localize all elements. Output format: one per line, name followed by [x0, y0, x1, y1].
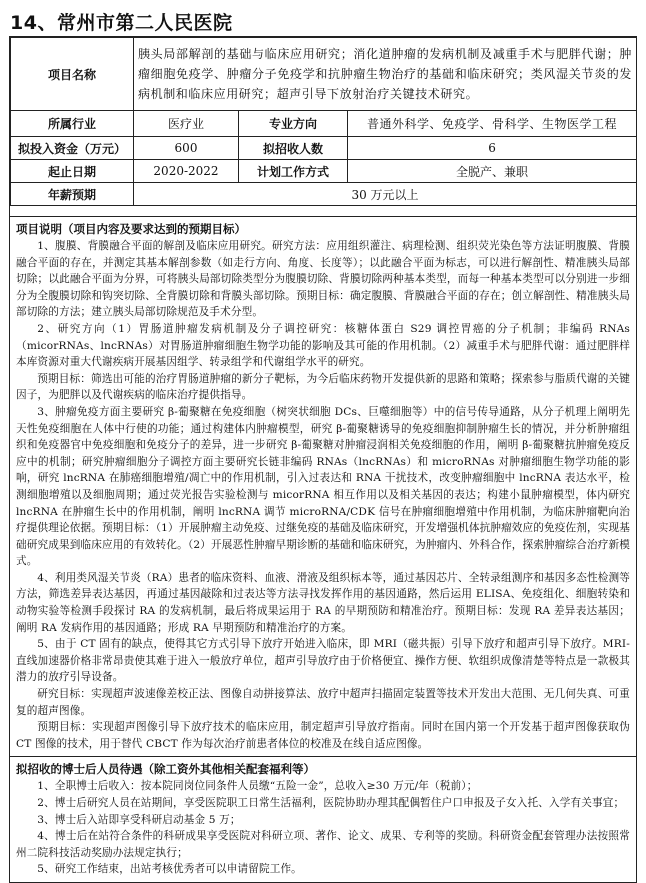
description-paragraph: 预期目标：实现超声图像引导下放疗技术的临床应用，制定超声引导放疗指南。同时在国内第一个开发基于超声图像获取伪 CT 图像的技术，用于替代 CBCT 作为每次治疗前患者体位的校准及在线自适应图像。 [16, 721, 630, 750]
funds-label: 拟投入资金（万元） [11, 137, 134, 160]
salary-label: 年薪预期 [11, 183, 134, 206]
description-paragraph: 2、研究方向（1）胃肠道肿瘤发病机制及分子调控研究：核糖体蛋白 S29 调控胃癌的分子机制；非编码 RNAs（micorRNAs、lncRNAs）对胃肠道肿瘤细胞生物学功能的影响及其可能的作用机制。（2）减重手术与肥胖代谢：通过肥胖样本库资源对重大代谢疾病开展基因组学、转录组学和代谢组学水平的研究。 [16, 322, 630, 369]
description-paragraph: 3、肿瘤免疫方面主要研究 β-葡聚糖在免疫细胞（树突状细胞 DCs、巨噬细胞等）中的信号传导通路，从分子机理上阐明先天性免疫细胞在人体中行使的功能；通过构建体内肿瘤模型，研究 β-葡聚糖诱导的免疫细胞抑制肿瘤生长的情况，并分析肿瘤组织和免疫器官中免疫细胞和免疫分子的差异，进一步研究 β-葡聚糖对肿瘤浸润相关免疫细胞的作用，阐明 β-葡聚糖抗肿瘤免疫反应中的机制；研究肿瘤细胞分子调控方面主要研究长链非编码 RNAs（lncRNAs）和 microRNAs 对肿瘤细胞生物学功能的影响，研究 lncRNA 在肺癌细胞增殖/凋亡中的作用机制，引入过表达和 RNA 干扰技术，改变肿瘤细胞中 lncRNA 表达水平，检测细胞增殖以及细胞周期；通过荧光报告实验检测与 micorRNA 相互作用以及相关基因的表达；构建小鼠肿瘤模型，体内研究 lncRNA 在肿瘤生长中的作用机制，阐明 lncRNA 调节 microRNA/CDK 信号在肿瘤细胞增殖中作用机制，为临床肿瘤靶向治疗提供理论依据。预期目标：（1）开展肿瘤主动免疫、过继免疫的基础及临床研究，开发增强机体抗肿瘤效应的免疫佐剂，实现基础研究成果到临床应用的有效转化。（2）开展恶性肿瘤早期诊断的基础和临床研究，为肿瘤内、外科合作，探索肿瘤综合治疗新模式。 [16, 405, 630, 568]
recruit-value: 6 [348, 137, 637, 160]
description-paragraph: 1、腹膜、背膜融合平面的解剖及临床应用研究。研究方法：应用组织灌注、病理检测、组织荧光染色等方法证明腹膜、背膜融合平面的存在，并测定其基本解剖参数（如走行方向、角度、长度等）；以此融合平面为标志，可以进行解剖性、精准胰头局部切除；以此融合平面为分界，可将胰头局部切除类型分为腹膜切除、背膜切除两种基本类型，而每一种基本类型可以分别进一步细分为全腹膜切除和钩突切除、全背膜切除和背膜头部切除。预期目标：确定腹膜、背膜融合平面的存在；创立解剖性、精准胰头局部切除的方法；建立胰头局部切除规范及手术分型。 [16, 240, 630, 319]
funds-value: 600 [134, 137, 239, 160]
row-dates [11, 160, 637, 183]
direction-value: 普通外科学、免疫学、骨科学、生物医学工程 [348, 111, 637, 137]
spacer [10, 206, 636, 216]
row-industry [11, 111, 637, 137]
benefits-paragraph: 1、全职博士后收入：按本院同岗位同条件人员缴“五险一金”，总收入≥30 万元/年（税前）； [37, 780, 478, 793]
benefits-paragraph: 5、研究工作结束，出站考核优秀者可以申请留院工作。 [37, 863, 302, 876]
benefits-title: 拟招收的博士后人员待遇（除工资外其他相关配套福利等） [16, 762, 315, 777]
direction-label: 专业方向 [239, 111, 348, 137]
worktype-value: 全脱产、兼职 [348, 160, 637, 183]
description-paragraph: 研究目标：实现超声波速像差校正法、图像自动拼接算法、放疗中超声扫描固定装置等技术开发出大范围、无几何失真、可重复的超声图像。 [16, 688, 630, 717]
description-paragraph: 预期目标：筛选出可能的治疗胃肠道肿瘤的新分子靶标，为今后临床药物开发提供新的思路和策略；探索参与脂质代谢的关键因子，为肥胖以及代谢疾病的临床治疗提供指导。 [16, 372, 630, 402]
project-name-label: 项目名称 [11, 38, 134, 111]
benefits-paragraph: 4、博士后在站符合条件的科研成果享受医院对科研立项、著作、论文、成果、专利等的奖励。科研资金配套管理办法按照常州二院科技活动奖励办法规定执行； [16, 830, 630, 859]
row-funds [11, 137, 637, 160]
worktype-label: 计划工作方式 [239, 160, 348, 183]
benefits-paragraph: 3、博士后入站即享受科研启动基金 5 万； [37, 813, 241, 826]
dates-value: 2020-2022 [134, 160, 239, 183]
description-paragraph: 4、利用类风湿关节炎（RA）患者的临床资料、血液、滑液及组织标本等，通过基因芯片、全转录组测序和基因多态性检测等方法，筛选差异表达基因，再通过基因敲除和过表达等方法寻找发挥作用的基因通路，然后运用 ELISA、免疫组化、细胞转染和动物实验等检测手段探讨 RA 的发病机制，最后将成果运用于 RA 的早期预防和精准治疗。预期目标：发现 RA 差异表达基因；阐明 RA 发病作用的基因通路；形成 RA 早期预防和精准治疗的方案。 [16, 571, 630, 634]
industry-label: 所属行业 [11, 111, 134, 137]
project-sheet [9, 36, 637, 883]
benefits-paragraph: 2、博士后研究人员在站期间，享受医院职工日常生活福利，医院协助办理其配偶暂住户口申报及子女入托、入学有关事宜； [37, 797, 625, 809]
row-salary [11, 183, 637, 206]
row-project-name [11, 38, 637, 111]
project-name-value: 胰头局部解剖的基础与临床应用研究；消化道肿瘤的发病机制及减重手术与肥胖代谢；肿瘤细胞免疫学、肿瘤分子免疫学和抗肿瘤生物治疗的基础和临床研究；类风湿关节炎的发病机制和临床应用研究；超声引导下放射治疗关键技术研究。 [134, 38, 637, 111]
page-heading: 14、常州市第二人民医院 [10, 12, 233, 34]
description-section [10, 216, 636, 756]
industry-value: 医疗业 [134, 111, 239, 137]
salary-value: 30 万元以上 [134, 183, 637, 206]
info-table [10, 37, 637, 206]
description-title: 项目说明（项目内容及要求达到的预期目标） [16, 222, 246, 236]
dates-label: 起止日期 [11, 160, 134, 183]
description-paragraph: 5、由于 CT 固有的缺点，使得其它方式引导下放疗开始进入临床，即 MRI（磁共振）引导下放疗和超声引导下放疗。MRI-直线加速器价格非常昂贵使其难于进入一般放疗单位，超声引导放疗由于价格便宜、操作方便、软组织成像清楚等特点是一款极其潜力的放疗引导设备。 [16, 638, 630, 684]
recruit-label: 拟招收人数 [239, 137, 348, 160]
benefits-section [10, 756, 636, 882]
